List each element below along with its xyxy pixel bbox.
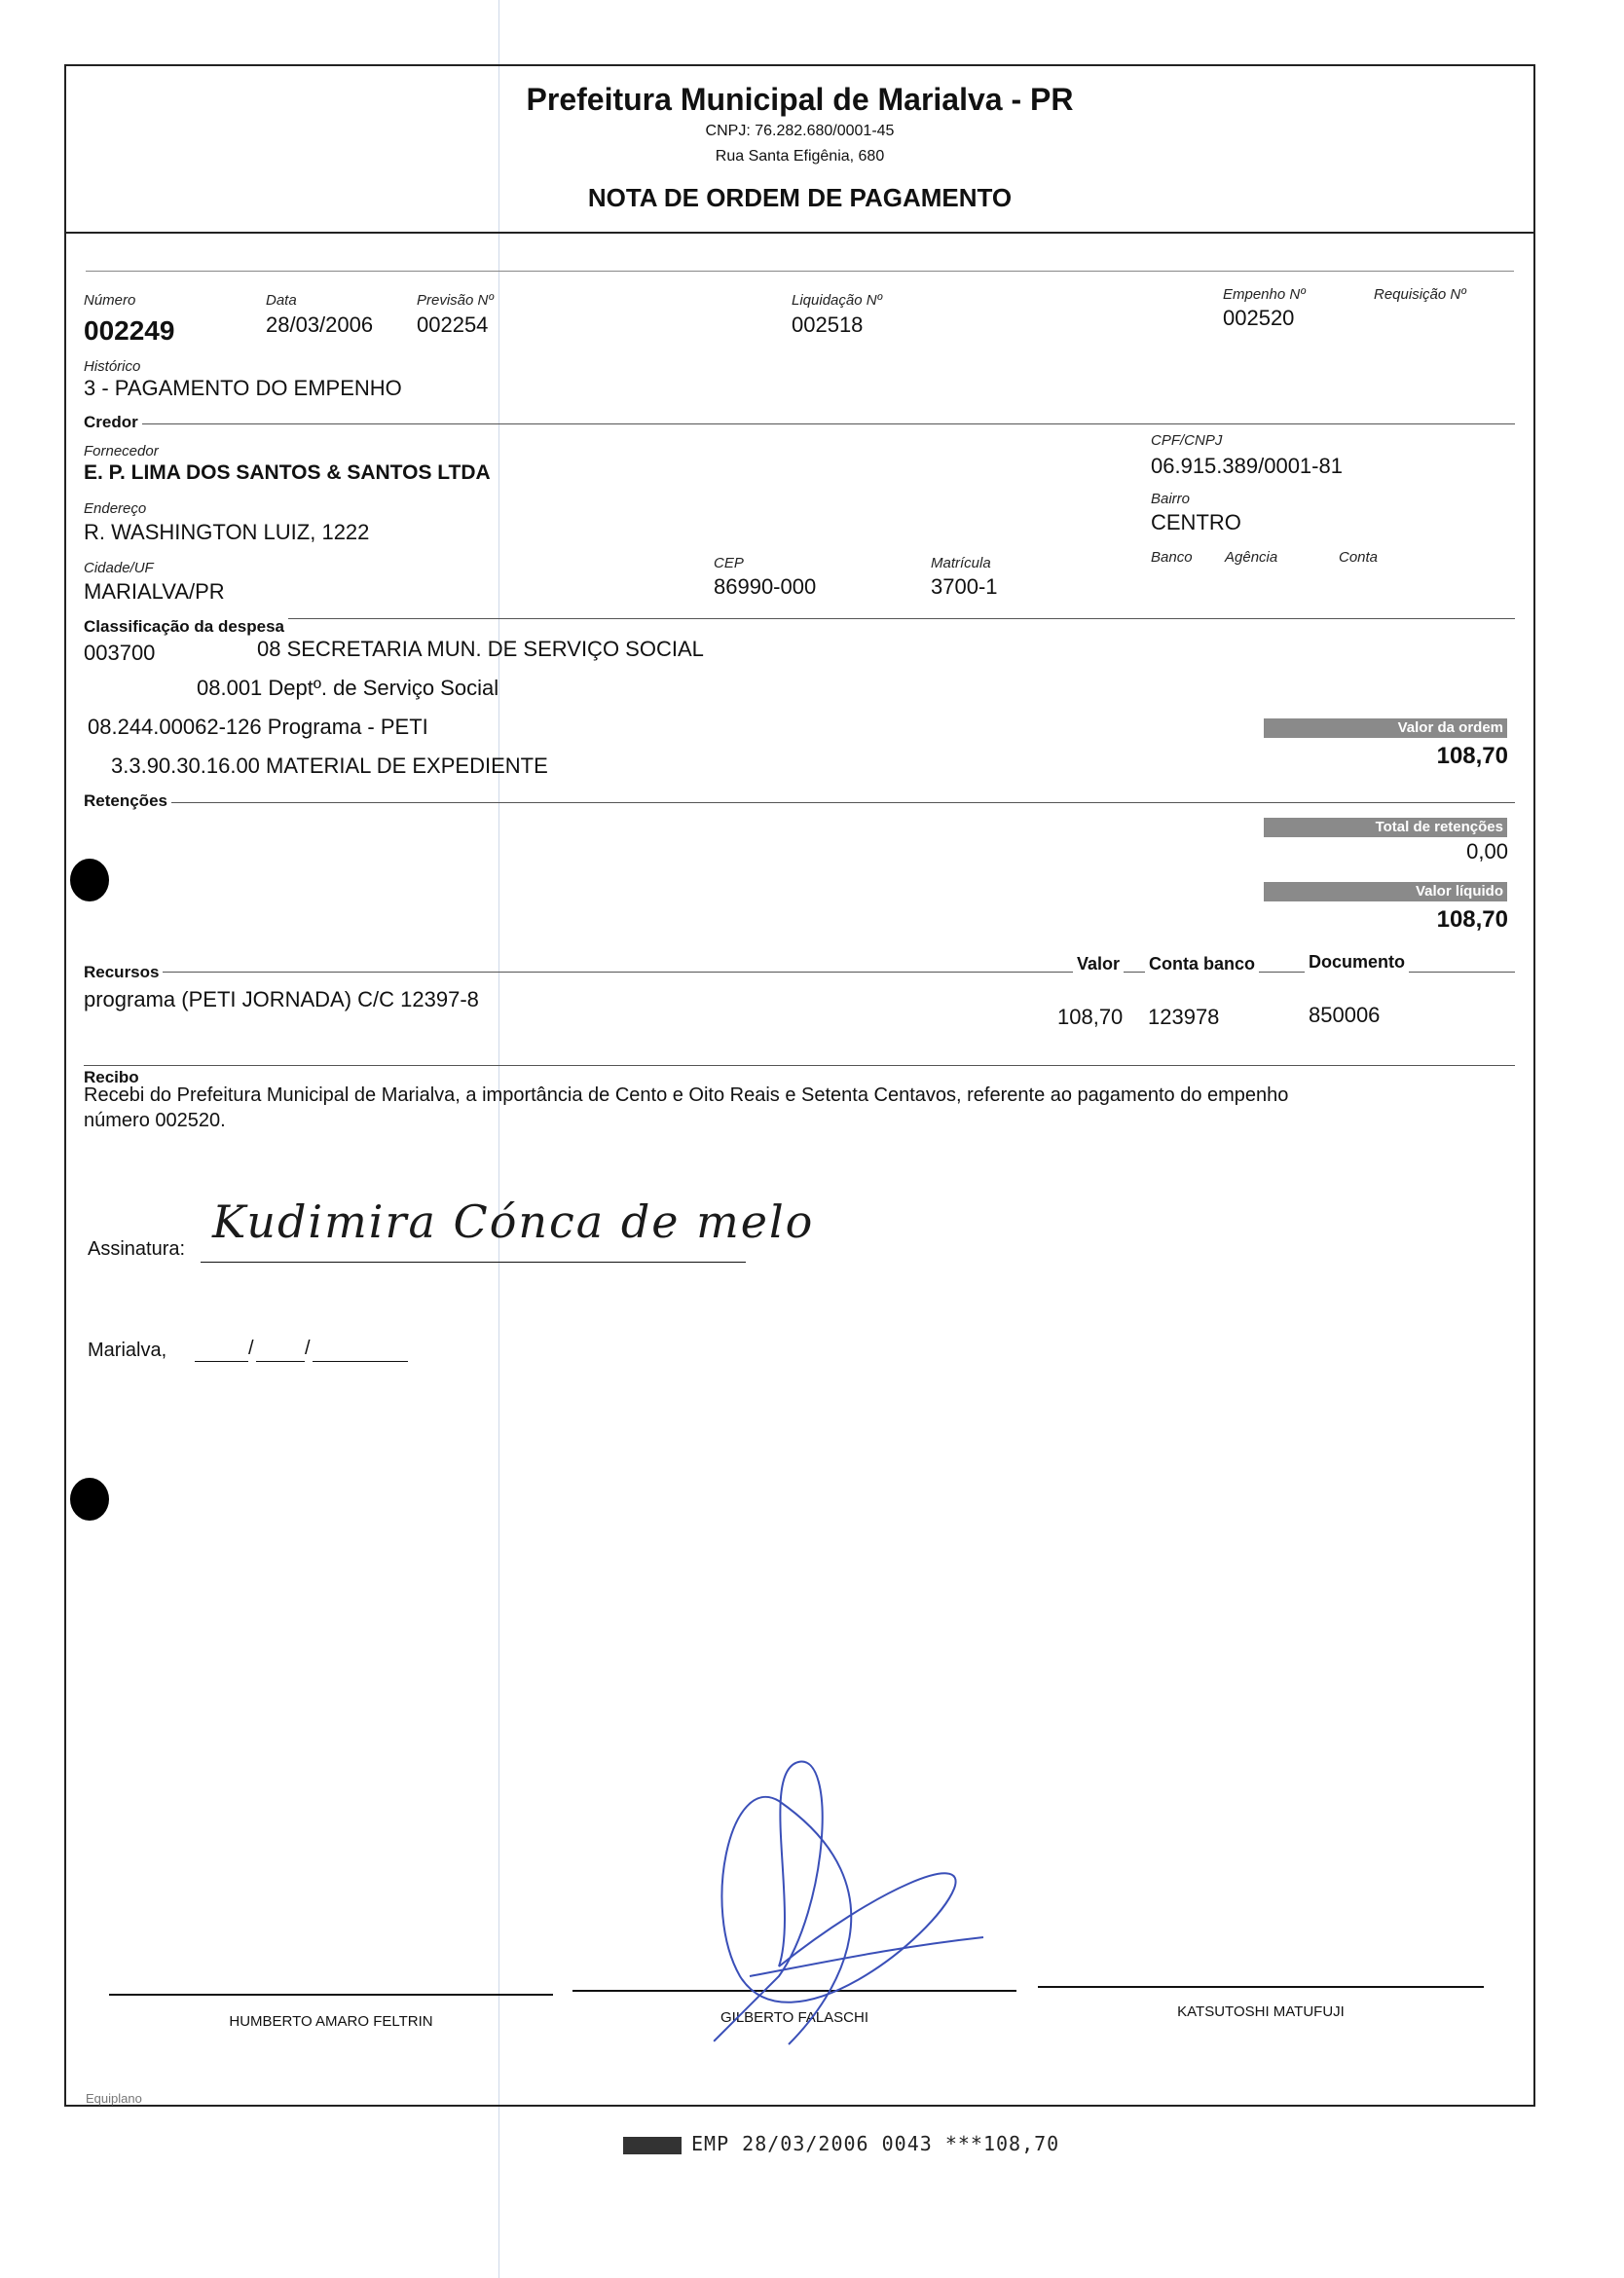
ids-divider xyxy=(86,271,1514,272)
stamp-logo-icon xyxy=(623,2137,682,2154)
historico-value: 3 - PAGAMENTO DO EMPENHO xyxy=(84,376,402,400)
data-value: 28/03/2006 xyxy=(266,312,374,337)
endereco-label: Endereço xyxy=(84,500,147,517)
matricula-value: 3700-1 xyxy=(931,574,998,599)
recibo-section: Recibo xyxy=(84,1068,143,1087)
previsao-value: 002254 xyxy=(417,312,489,337)
valor-ordem-label: Valor da ordem xyxy=(1264,718,1507,738)
punch-hole-top xyxy=(70,859,109,901)
total-retencoes-value: 0,00 xyxy=(1466,839,1508,863)
date-slash-1: / xyxy=(248,1338,254,1359)
blue-ink-signature xyxy=(584,1743,993,2064)
signatory-line-1 xyxy=(109,1994,553,1996)
valor-liquido-value: 108,70 xyxy=(1436,906,1508,933)
classificacao-line3: 08.244.00062-126 Programa - PETI xyxy=(88,715,428,739)
classificacao-line4: 3.3.90.30.16.00 MATERIAL DE EXPEDIENTE xyxy=(111,753,548,778)
signatory-name-2: GILBERTO FALASCHI xyxy=(720,2009,868,2026)
classificacao-line2: 08.001 Deptº. de Serviço Social xyxy=(197,676,499,700)
historico-label: Histórico xyxy=(84,358,141,375)
endereco-value: R. WASHINGTON LUIZ, 1222 xyxy=(84,520,370,544)
recibo-text-line1: Recebi do Prefeitura Municipal de Marialva, a importância de Cento e Oito Reais e Setenta Centavos, referente ao pagamento do empenho xyxy=(84,1084,1289,1106)
org-title: Prefeitura Municipal de Marialva - PR xyxy=(526,82,1074,117)
signatory-line-3 xyxy=(1038,1986,1484,1988)
cep-value: 86990-000 xyxy=(714,574,817,599)
numero-label: Número xyxy=(84,292,136,309)
fornecedor-value: E. P. LIMA DOS SANTOS & SANTOS LTDA xyxy=(84,461,491,484)
agencia-label: Agência xyxy=(1225,549,1278,566)
cep-label: CEP xyxy=(714,555,744,571)
recursos-descricao: programa (PETI JORNADA) C/C 12397-8 xyxy=(84,987,479,1011)
valor-liquido-label: Valor líquido xyxy=(1264,882,1507,901)
bank-stamp xyxy=(623,2132,1059,2155)
valor-ordem-value: 108,70 xyxy=(1436,743,1508,769)
cpf-label: CPF/CNPJ xyxy=(1151,432,1223,449)
bairro-value: CENTRO xyxy=(1151,510,1241,534)
banco-label: Banco xyxy=(1151,549,1193,566)
recursos-valor: 108,70 xyxy=(1057,1005,1124,1029)
recursos-valor-header: Valor xyxy=(1073,954,1124,974)
signatory-name-1: HUMBERTO AMARO FELTRIN xyxy=(229,2013,433,2030)
stamp-text: EMP 28/03/2006 0043 ***108,70 xyxy=(691,2132,1060,2155)
date-year-line xyxy=(313,1361,408,1362)
date-slash-2: / xyxy=(305,1338,311,1359)
local-data-label: Marialva, xyxy=(88,1340,167,1361)
numero-value: 002249 xyxy=(84,315,175,346)
data-label: Data xyxy=(266,292,297,309)
liquidacao-label: Liquidação Nº xyxy=(792,292,883,309)
handwritten-signature: Kudimira Cónca de melo xyxy=(212,1195,815,1248)
document-title: NOTA DE ORDEM DE PAGAMENTO xyxy=(587,183,1013,212)
recursos-documento-header: Documento xyxy=(1305,952,1409,973)
recursos-conta: 123978 xyxy=(1148,1005,1220,1029)
credor-rule xyxy=(84,423,1515,424)
credor-section: Credor xyxy=(84,413,142,432)
liquidacao-value: 002518 xyxy=(792,312,864,337)
classificacao-rule xyxy=(84,618,1515,619)
header-divider xyxy=(66,232,1533,234)
previsao-label: Previsão Nº xyxy=(417,292,494,309)
requisicao-label: Requisição Nº xyxy=(1374,286,1466,303)
signatory-name-3: KATSUTOSHI MATUFUJI xyxy=(1177,2003,1345,2020)
org-cnpj: CNPJ: 76.282.680/0001-45 xyxy=(705,123,895,139)
cidade-label: Cidade/UF xyxy=(84,560,154,576)
retencoes-rule xyxy=(84,802,1515,803)
recibo-text-line2: número 002520. xyxy=(84,1110,226,1131)
recursos-documento: 850006 xyxy=(1309,1003,1381,1027)
cpf-value: 06.915.389/0001-81 xyxy=(1151,454,1343,478)
classificacao-code: 003700 xyxy=(84,641,156,665)
conta-label: Conta xyxy=(1339,549,1379,566)
empenho-value: 002520 xyxy=(1223,306,1295,330)
total-retencoes-label: Total de retenções xyxy=(1264,818,1507,837)
classificacao-section: Classificação da despesa xyxy=(84,617,288,637)
cidade-value: MARIALVA/PR xyxy=(84,579,225,604)
recursos-rule xyxy=(84,972,1515,973)
matricula-label: Matrícula xyxy=(931,555,991,571)
assinatura-label: Assinatura: xyxy=(88,1238,186,1260)
date-day-line xyxy=(195,1361,248,1362)
equiplano-brand: Equiplano xyxy=(86,2091,142,2106)
org-address: Rua Santa Efigênia, 680 xyxy=(715,148,885,165)
date-month-line xyxy=(256,1361,305,1362)
recursos-conta-header: Conta banco xyxy=(1145,954,1259,974)
assinatura-line xyxy=(201,1262,746,1263)
bairro-label: Bairro xyxy=(1151,491,1191,507)
punch-hole-bottom xyxy=(70,1478,109,1521)
recursos-section: Recursos xyxy=(84,963,163,982)
recibo-rule xyxy=(84,1065,1515,1066)
fornecedor-label: Fornecedor xyxy=(84,443,159,459)
classificacao-line1: 08 SECRETARIA MUN. DE SERVIÇO SOCIAL xyxy=(257,637,704,661)
empenho-label: Empenho Nº xyxy=(1223,286,1306,303)
retencoes-section: Retenções xyxy=(84,791,171,811)
